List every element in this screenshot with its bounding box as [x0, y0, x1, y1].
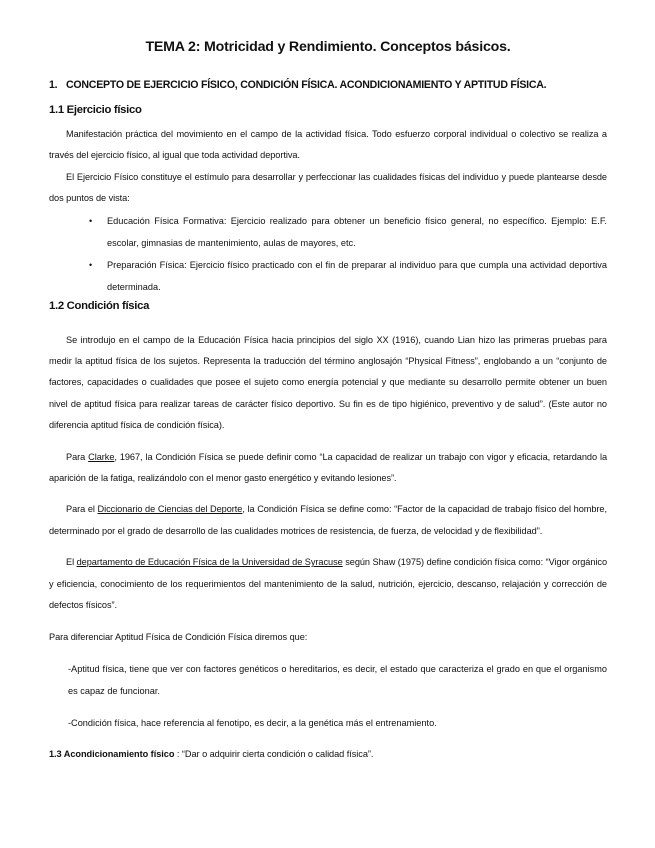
paragraph-ejercicio-1: Manifestación práctica del movimiento en el campo de la actividad física. Todo esfuerzo corporal individual o colectivo se realiza a través del ejercicio físico, al igual que toda actividad deportiva.	[49, 129, 607, 161]
clarke-link[interactable]: Clarke	[88, 451, 115, 462]
paragraph-clarke-post: , 1967, la Condición Física se puede definir como “La capacidad de realizar un trabajo con vigor y eficacia, retardando la aparición de la fatiga, realizándolo con el menor gasto energético y evitando lesiones”.	[49, 451, 607, 484]
diccionario-link[interactable]: Diccionario de Ciencias del Deporte	[97, 504, 243, 515]
paragraph-syracuse-pre: El	[66, 557, 77, 568]
paragraph-ejercicio-2: El Ejercicio Físico constituye el estímulo para desarrollar y perfeccionar las cualidades físicas del individuo y puede plantearse desde dos puntos de vista:	[49, 171, 607, 204]
list-item-text: Preparación Física: Ejercicio físico practicado con el fin de preparar al individuo para que cumpla una actividad deportiva determinada.	[107, 259, 607, 292]
definition-aptitud: -Aptitud física, tiene que ver con factores genéticos o hereditarios, es decir, el estado que caracteriza el grado en que el organismo es capaz de funcionar.	[68, 663, 607, 696]
paragraph-clarke-pre: Para	[66, 451, 89, 462]
paragraph-condicion-1: Se introdujo en el campo de la Educación Física hacia principios del siglo XX (1916), cuando Lian hizo las primeras pruebas para medir la aptitud física de los sujetos. Representa la traducción del término anglosajón “Physical Fitness”, englobando a un “conjunto de factores, capacidades o cualidades que posee el sujeto como energía potencial y que mediante su desarrollo permite obtener un buen nivel de aptitud física para realizar tareas de carácter físico deportivo. Su fin es de tipo higiénico, preventivo y de salud”. (Este autor no diferencia aptitud física de condición física).	[49, 334, 607, 431]
document-title: TEMA 2: Motricidad y Rendimiento. Conceptos básicos.	[145, 39, 511, 55]
bullet-list	[49, 210, 607, 298]
section-1-number: 1.	[49, 79, 58, 91]
section-1-3-heading: 1.3 Acondicionamiento físico	[49, 748, 175, 759]
bullet-icon: •	[89, 215, 93, 226]
bullet-icon: •	[89, 259, 93, 270]
section-1-3-text: : “Dar o adquirir cierta condición o calidad física”.	[174, 748, 374, 759]
paragraph-syracuse-post: según Shaw (1975) define condición física como: “Vigor orgánico y eficiencia, conocimiento de los requerimientos del mantenimiento de la salud, nutrición, ejercicio, descanso, relajación y corrección de defectos físicos”.	[49, 557, 608, 611]
list-item	[89, 254, 607, 298]
definition-condicion: -Condición física, hace referencia al fenotipo, es decir, a la genética más el entrenamiento.	[68, 717, 437, 728]
list-item-text: Educación Física Formativa: Ejercicio realizado para obtener un beneficio físico general, no específico. Ejemplo: E.F. escolar, gimnasias de mantenimiento, aulas de mayores, etc.	[107, 215, 607, 248]
paragraph-syracuse	[49, 552, 607, 616]
paragraph-diccionario-post: , la Condición Física se define como: “Factor de la capacidad de trabajo físico del hombre, determinado por el grado de desarrollo de las cualidades motrices de resistencia, de fuerza, de velocidad y de flexibilidad”.	[49, 504, 607, 536]
paragraph-diccionario-pre: Para el	[66, 504, 98, 515]
section-1-3	[49, 744, 607, 765]
paragraph-diccionario	[49, 499, 607, 542]
list-item	[89, 210, 607, 254]
section-1-1-heading: 1.1 Ejercicio físico	[49, 104, 142, 116]
section-1-heading-text: CONCEPTO DE EJERCICIO FÍSICO, CONDICIÓN FÍSICA. ACONDICIONAMIENTO Y APTITUD FÍSICA.	[66, 79, 547, 91]
section-1-2-heading: 1.2 Condición física	[49, 299, 150, 312]
paragraph-diferenciar: Para diferenciar Aptitud Física de Condición Física diremos que:	[49, 631, 308, 642]
paragraph-clarke	[49, 447, 607, 490]
section-1-heading	[49, 78, 607, 92]
syracuse-link[interactable]: departamento de Educación Física de la Universidad de Syracuse	[76, 557, 343, 568]
